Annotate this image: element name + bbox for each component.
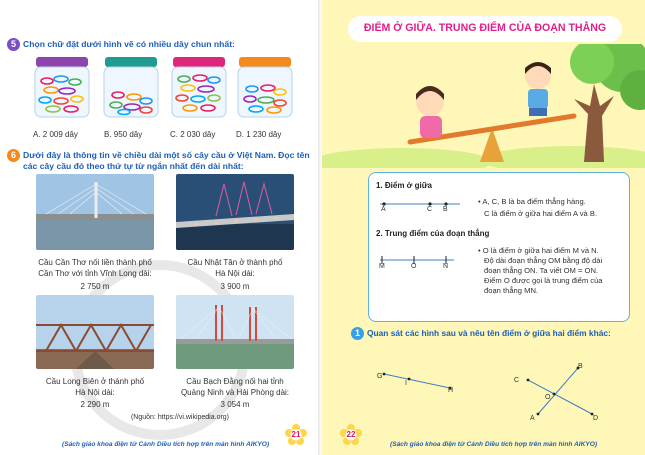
nhat-tan-caption-line2: Hà Nội dài:: [215, 269, 255, 278]
section1-heading: 1. Điểm ở giữa: [376, 181, 432, 190]
point-m-label: M: [379, 263, 385, 270]
can-tho-caption-line1: Cầu Cần Thơ nối liền thành phố: [38, 258, 152, 267]
jar-c-image: [170, 57, 228, 119]
section2-text-line1: O là điểm ở giữa hai điểm M và N.: [482, 246, 599, 255]
bach-dang-bridge-photo: [176, 295, 294, 369]
jar-b-image: [102, 57, 160, 119]
page-number-21: 21: [291, 430, 301, 439]
long-bien-bridge-photo: [36, 295, 154, 369]
bach-dang-caption-line2: Quảng Ninh và Hải Phòng dài:: [180, 388, 290, 397]
nhat-tan-bridge-photo: [176, 174, 294, 250]
option-b-label: B. 950 dây: [104, 130, 143, 139]
section1-text-line2: C là điểm ở giữa hai điểm A và B.: [484, 209, 598, 218]
can-tho-caption-line2: Cần Thơ với tỉnh Vĩnh Long dài:: [38, 269, 152, 278]
nhat-tan-length: 3 900 m: [220, 282, 250, 291]
section2-text-line2: Độ dài đoạn thẳng OM bằng độ dài: [484, 256, 603, 265]
section2-text-line3: đoạn thẳng ON. Ta viết OM = ON.: [484, 266, 599, 275]
option-a-label: A. 2 009 dây: [33, 130, 78, 139]
can-tho-length: 2 750 m: [80, 282, 110, 291]
point-i-label: I: [405, 380, 407, 387]
bach-dang-length: 3 054 m: [220, 400, 250, 409]
nhat-tan-caption-line1: Cầu Nhật Tân ở thành phố: [187, 258, 283, 267]
option-c-label: C. 2 030 dây: [170, 130, 216, 139]
long-bien-caption-line2: Hà Nội dài:: [75, 388, 115, 397]
lesson-title: ĐIỂM Ở GIỮA. TRUNG ĐIỂM CỦA ĐOẠN THẲNG: [363, 22, 607, 34]
abc-line-figure: [376, 196, 464, 218]
page-number-22: 22: [346, 430, 356, 439]
page-number-22-badge: [340, 424, 362, 446]
section2-heading: 2. Trung điểm của đoạn thẳng: [376, 229, 490, 238]
can-tho-bridge-photo: [36, 174, 154, 250]
question-5-badge: 5: [7, 38, 20, 51]
question-6-prompt-line2: các cây cầu đó theo thứ tự từ ngắn nhất đến dài nhất:: [23, 161, 244, 171]
point-b-label: B: [443, 206, 448, 213]
intersecting-lines-figure: [520, 362, 600, 422]
point-n-label: N: [443, 263, 449, 270]
jar-d-image: [236, 57, 294, 119]
point-c-fig2-label: C: [514, 377, 520, 384]
option-d-label: D. 1 230 dây: [236, 130, 282, 139]
question-5-prompt: Chọn chữ đặt dưới hình vẽ có nhiều dây chun nhất:: [23, 39, 235, 49]
left-footer-note: (Sách giáo khoa điện tử Cánh Diều tích hợp trên màn hình AIKYO): [62, 441, 270, 448]
section1-bullet: • A, C, B là ba điểm thẳng hàng.: [478, 197, 586, 206]
exercise-1-prompt: Quan sát các hình sau và nêu tên điểm ở giữa hai điểm khác:: [367, 328, 611, 338]
jar-a-image: [33, 57, 91, 119]
ghi-figure: [376, 368, 458, 398]
exercise-1-badge: 1: [351, 327, 364, 340]
question-6-badge: 6: [7, 149, 20, 162]
left-page: [0, 0, 322, 455]
point-a-fig2-label: A: [530, 415, 535, 422]
source-note: (Nguồn: https://vi.wikipedia.org): [130, 414, 230, 421]
point-c-label: C: [427, 206, 433, 213]
question-6-prompt-line1: Dưới đây là thông tin về chiều dài một số cây cầu ở Việt Nam. Đọc tên: [23, 150, 310, 160]
section1-text-line1: A, C, B là ba điểm thẳng hàng.: [482, 197, 586, 206]
long-bien-length: 2 290 m: [80, 400, 110, 409]
long-bien-caption-line1: Cầu Long Biên ở thành phố: [45, 377, 145, 386]
point-o-label: O: [411, 263, 417, 270]
bach-dang-caption-line1: Cầu Bạch Đằng nối hai tỉnh: [186, 377, 284, 386]
point-o-fig2-label: O: [545, 394, 551, 401]
point-d-fig2-label: D: [593, 415, 599, 422]
point-b-fig2-label: B: [578, 363, 583, 370]
section2-text-line4: Điểm O được gọi là trung điểm của: [484, 276, 603, 285]
right-footer-note: (Sách giáo khoa điện tử Cánh Diều tích hợp trên màn hình AIKYO): [390, 441, 598, 448]
seesaw-illustration: [322, 44, 645, 168]
point-h-label: H: [448, 387, 454, 394]
section2-bullet: • O là điểm ở giữa hai điểm M và N.: [478, 246, 599, 255]
point-a-label: A: [381, 206, 386, 213]
page-number-21-badge: [285, 424, 307, 446]
section2-text-line5: đoạn thẳng MN.: [484, 286, 539, 295]
point-g-label: G: [377, 373, 383, 380]
